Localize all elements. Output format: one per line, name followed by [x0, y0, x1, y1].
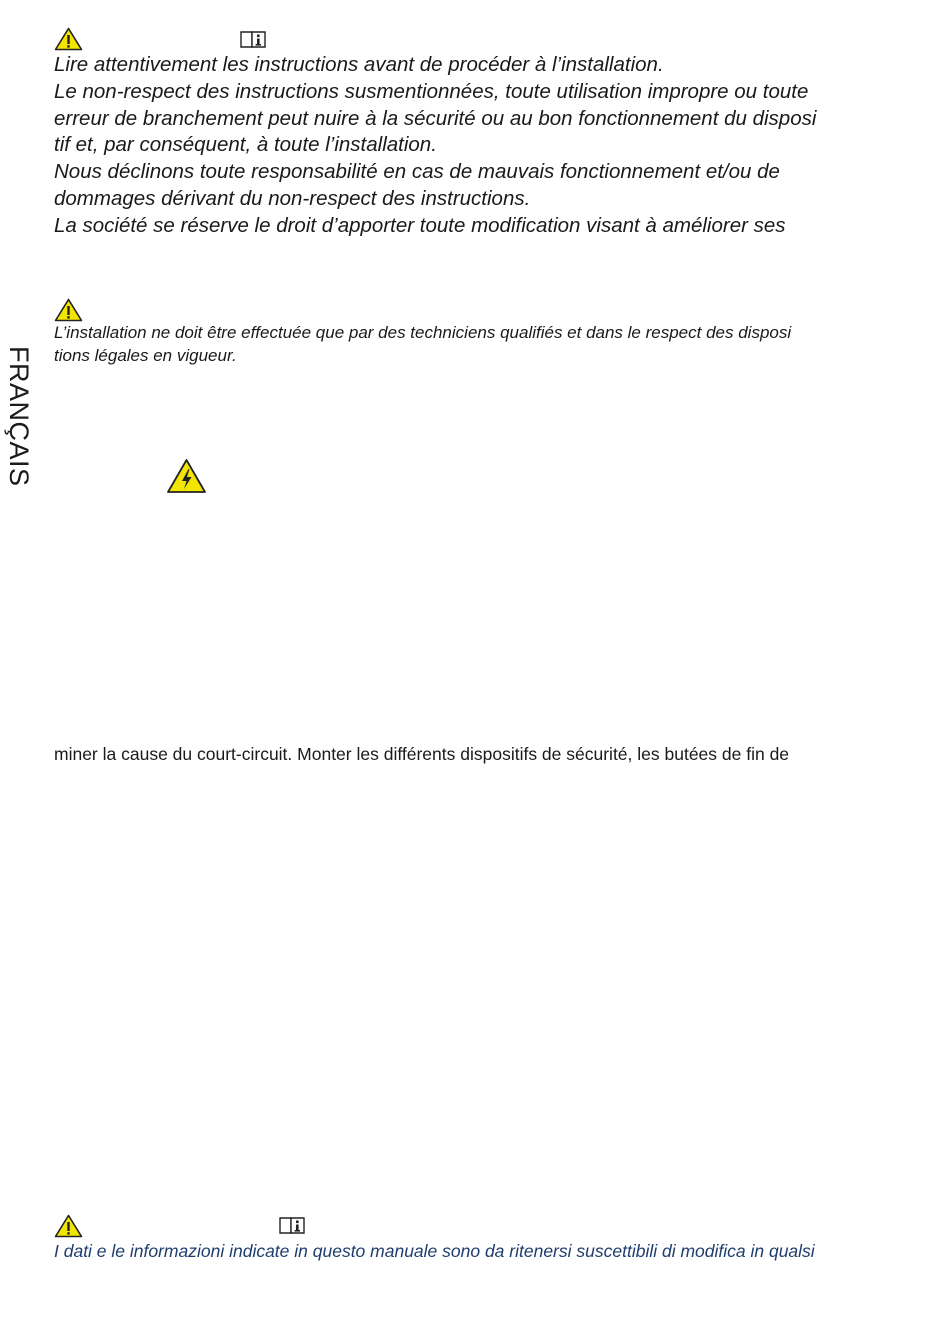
text-line: La société se réserve le droit d’apporter toute modification visant à améliorer ses — [54, 213, 786, 237]
electrical-hazard-icon — [166, 458, 207, 494]
installation-notice — [54, 321, 914, 367]
text-line: tif et, par conséquent, à toute l’installation. — [54, 133, 437, 157]
text-line: Le non-respect des instructions susmentionnées, toute utilisation impropre ou toute — [54, 79, 809, 103]
language-label: FRANÇAIS — [4, 346, 34, 487]
electrical-text-line: miner la cause du court-circuit. Monter les différents dispositifs de sécurité, les butées de fin de — [54, 744, 790, 764]
general-instructions — [54, 52, 914, 240]
warning-triangle-icon — [54, 27, 83, 51]
text-line: tions légales en vigueur. — [54, 346, 237, 365]
manual-info-icon — [278, 1215, 306, 1235]
warning-triangle-icon — [54, 298, 83, 322]
manual-info-icon — [239, 29, 267, 49]
text-line: L’installation ne doit être effectuée que par des techniciens qualifiés et dans le respect des disposi — [54, 323, 792, 342]
footer-text-line: I dati e le informazioni indicate in questo manuale sono da ritenersi suscettibili di modifica in qualsi — [54, 1241, 815, 1261]
text-line: Nous déclinons toute responsabilité en cas de mauvais fonctionnement et/ou de — [54, 160, 780, 184]
text-line: Lire attentivement les instructions avant de procéder à l’installation. — [54, 53, 664, 76]
warning-triangle-icon — [54, 1214, 83, 1238]
text-line: dommages dérivant du non-respect des instructions. — [54, 186, 531, 210]
text-line: erreur de branchement peut nuire à la sécurité ou au bon fonctionnement du disposi — [54, 106, 817, 130]
